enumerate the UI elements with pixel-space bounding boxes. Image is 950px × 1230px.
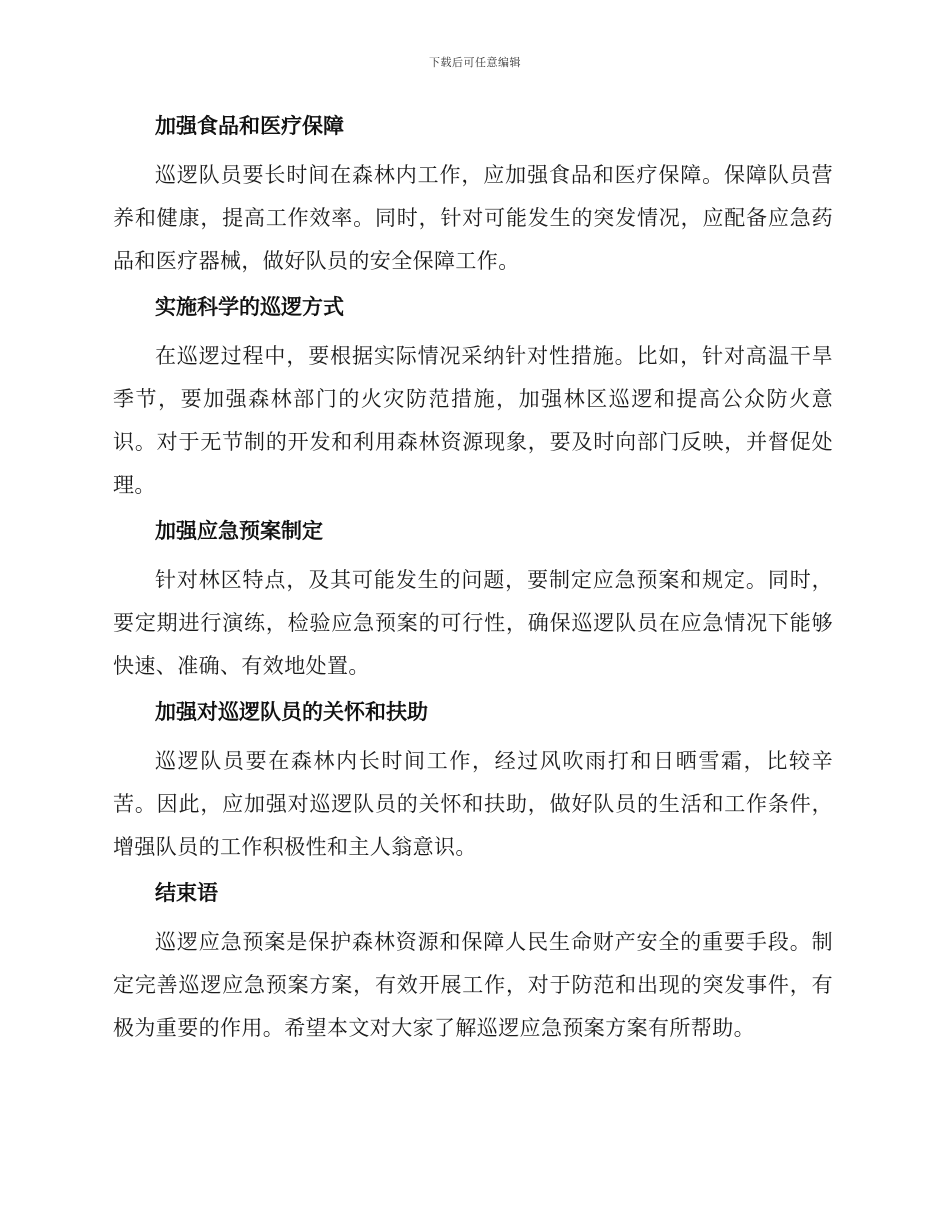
section-food-medical: [113, 110, 833, 283]
document-body: [113, 110, 833, 1058]
section-heading: 加强应急预案制定: [155, 519, 323, 543]
section-paragraph: 针对林区特点，及其可能发生的问题，要制定应急预案和规定。同时，要定期进行演练，检验应急预案的可行性，确保巡逻队员在应急情况下能够快速、准确、有效地处置。: [113, 568, 833, 678]
section-emergency-plan: [113, 515, 833, 688]
section-paragraph: 巡逻队员要在森林内长时间工作，经过风吹雨打和日晒雪霜，比较辛苦。因此，应加强对巡逻队员的关怀和扶助，做好队员的生活和工作条件，增强队员的工作积极性和主人翁意识。: [113, 749, 833, 859]
section-patrol-care: [113, 696, 833, 869]
section-patrol-method: [113, 291, 833, 507]
section-heading: 加强对巡逻队员的关怀和扶助: [155, 700, 428, 724]
page-header: 下载后可任意编辑: [429, 56, 521, 69]
section-paragraph: 巡逻队员要长时间在森林内工作，应加强食品和医疗保障。保障队员营养和健康，提高工作效率。同时，针对可能发生的突发情况，应配备应急药品和医疗器械，做好队员的安全保障工作。: [113, 163, 833, 273]
section-paragraph: 在巡逻过程中，要根据实际情况采纳针对性措施。比如，针对高温干旱季节，要加强森林部门的火灾防范措施，加强林区巡逻和提高公众防火意识。对于无节制的开发和利用森林资源现象，要及时向部门反映，并督促处理。: [113, 344, 833, 497]
section-paragraph: 巡逻应急预案是保护森林资源和保障人民生命财产安全的重要手段。制定完善巡逻应急预案方案，有效开展工作，对于防范和出现的突发事件，有极为重要的作用。希望本文对大家了解巡逻应急预案方案有所帮助。: [113, 930, 833, 1040]
section-heading: 加强食品和医疗保障: [155, 114, 344, 138]
section-conclusion: [113, 877, 833, 1050]
section-heading: 实施科学的巡逻方式: [155, 295, 344, 319]
section-heading: 结束语: [155, 881, 218, 905]
